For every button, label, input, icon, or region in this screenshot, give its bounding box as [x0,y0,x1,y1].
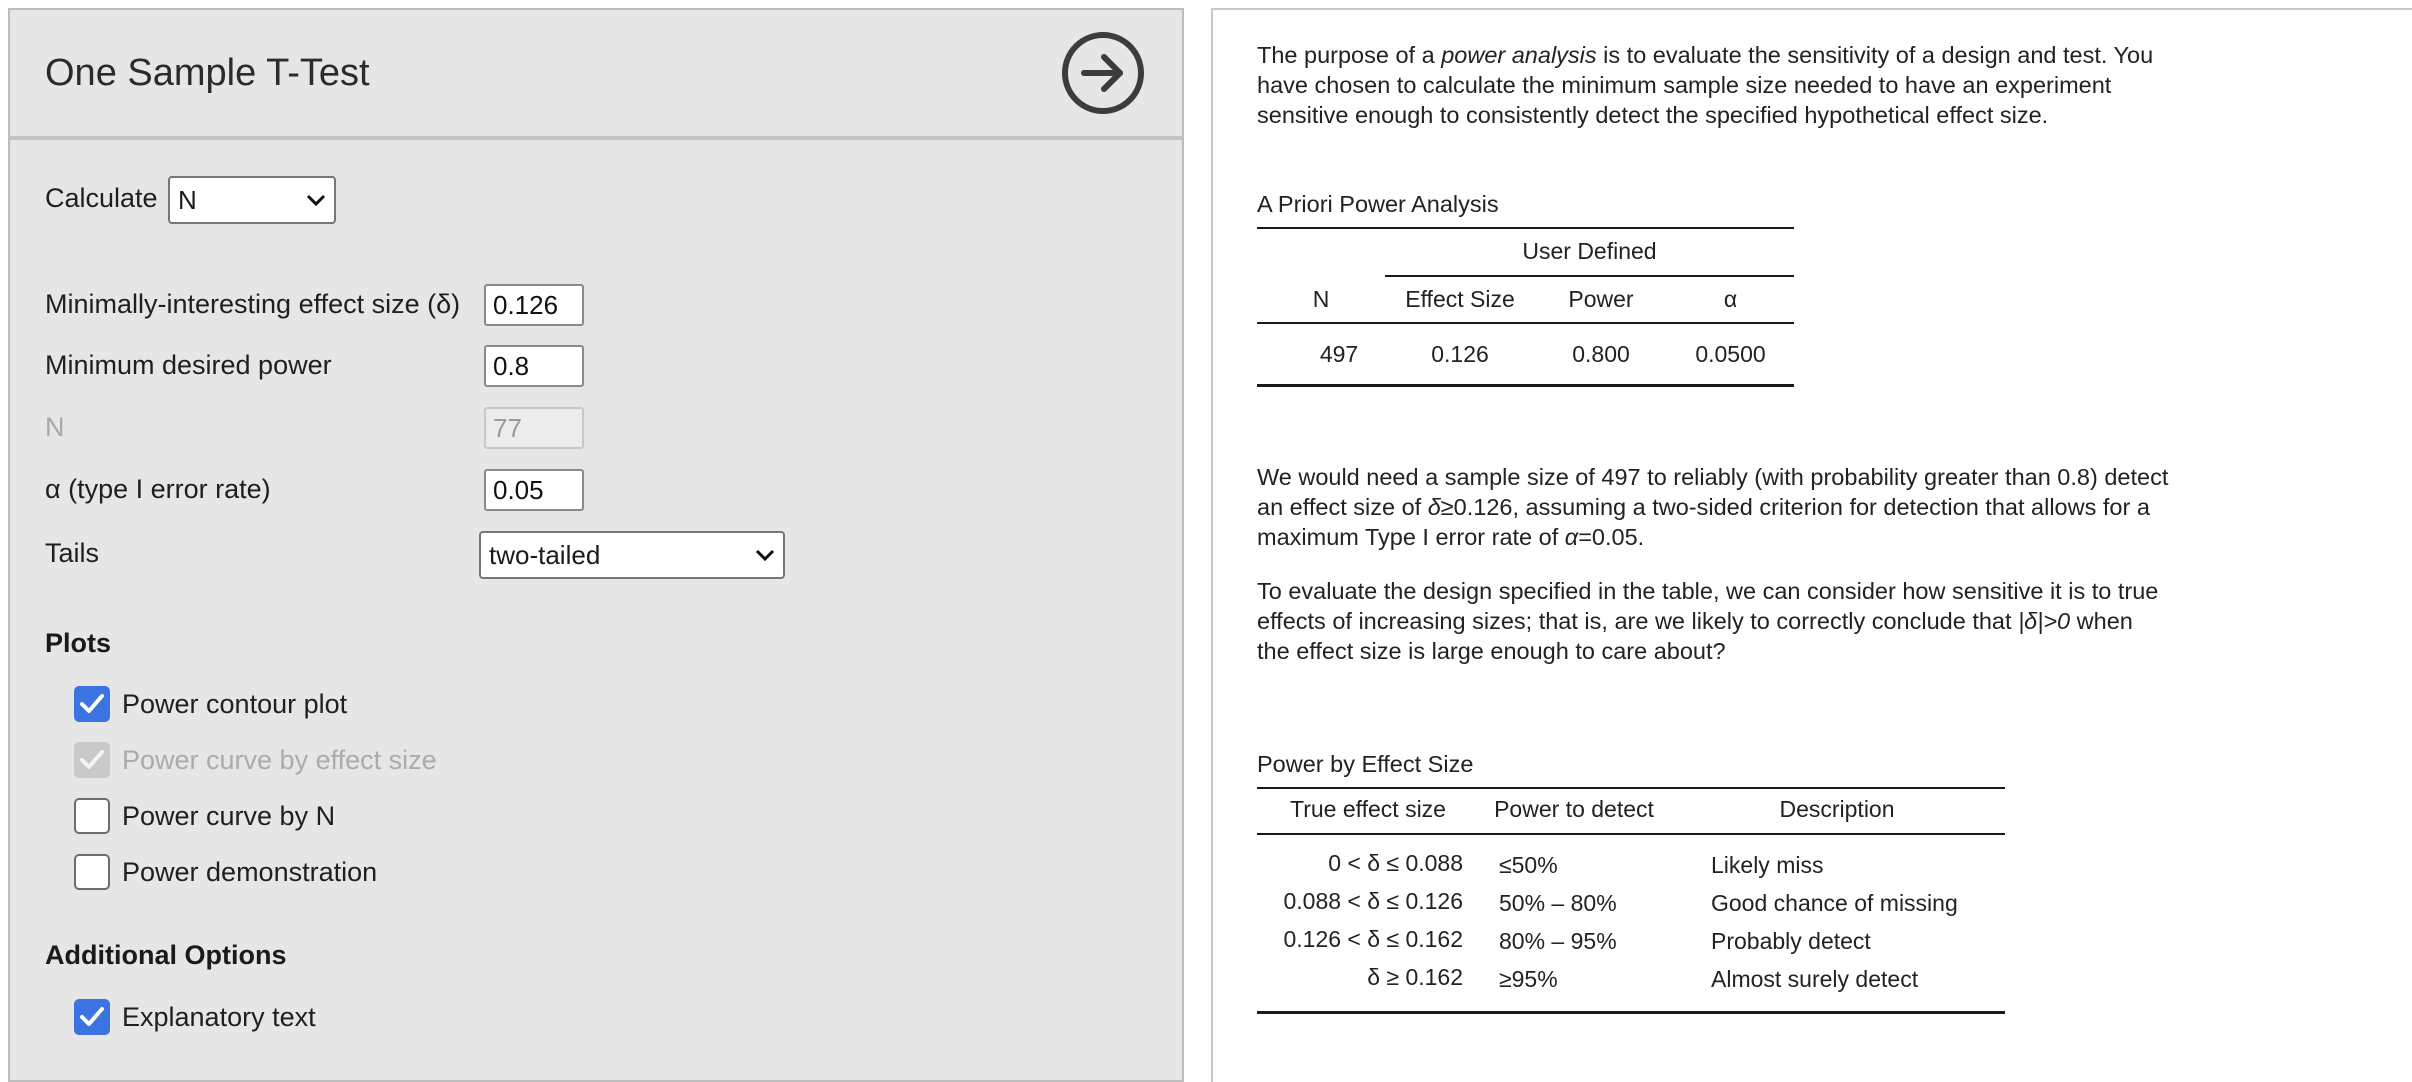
chevron-down-icon [755,548,775,562]
group-header: User Defined [1522,238,1657,264]
panel-title: One Sample T-Test [45,52,370,94]
checkbox-checked-icon [74,999,110,1035]
col-header: N [1312,286,1330,312]
col-header: Power [1568,286,1634,312]
power-label: Minimum desired power [45,350,332,380]
summary-paragraph: We would need a sample size of 497 to reliably (with probability greater than 0.8) detect an effect size of δ≥0.126, assuming a two-sided criterion for detection that allows for a maximum Type I error rate of α=0.05. [1257,464,2169,550]
col-header: Power to detect [1494,796,1654,822]
power-table-title: Power by Effect Size [1257,751,1474,777]
alpha-label: α (type I error rate) [45,474,271,504]
plots-section-title: Plots [45,628,112,658]
calculate-select[interactable] [168,176,336,224]
effect-size-label: Minimally-interesting effect size (δ) [45,289,461,319]
table-cell: 0 < δ ≤ 0.088 [1328,850,1463,876]
table-cell: 497 [1319,341,1359,367]
checkbox-label: Power curve by N [122,800,336,831]
power-curve-n-checkbox[interactable] [74,797,335,835]
table-cell: Likely miss [1711,852,1824,878]
table-cell: 0.0500 [1695,341,1766,367]
apriori-table-title: A Priori Power Analysis [1257,191,1499,217]
table-cell: 0.126 < δ ≤ 0.162 [1283,926,1463,952]
n-label: N [45,412,65,442]
run-button[interactable] [1062,32,1144,114]
tails-select-value: two-tailed [489,539,601,570]
checkbox-unchecked-icon [74,854,110,890]
chevron-down-icon [306,193,326,207]
table-cell: 80% – 95% [1499,928,1617,954]
alpha-input[interactable] [484,469,584,511]
col-header: α [1723,286,1738,312]
intro-paragraph: The purpose of a power analysis is to evaluate the sensitivity of a design and test. You have chosen to calculate the minimum sample size needed to have an experiment sensitive enough to consistently detect the specified hypothetical effect size. [1257,42,2154,128]
explanatory-text-checkbox[interactable] [74,998,316,1036]
tails-select[interactable] [479,531,785,579]
evaluate-paragraph: To evaluate the design specified in the table, we can consider how sensitive it is to true effects of increasing sizes; that is, are we likely to correctly conclude that |δ|>0 when the effect size is large enough to care about? [1257,578,2159,664]
results-panel [1211,8,2412,1082]
table-cell: 0.800 [1572,341,1630,367]
table-cell: ≤50% [1499,852,1558,878]
col-header: True effect size [1290,796,1446,822]
table-cell: Probably detect [1711,928,1871,954]
checkbox-checked-disabled-icon [74,742,110,778]
checkbox-label: Power contour plot [122,688,348,719]
power-demonstration-checkbox[interactable] [74,853,377,891]
calculate-select-value: N [178,184,197,215]
checkbox-unchecked-icon [74,798,110,834]
n-input [484,407,584,449]
col-header: Effect Size [1405,286,1515,312]
table-cell: Almost surely detect [1711,966,1919,992]
power-input[interactable] [484,345,584,387]
table-cell: 0.126 [1431,341,1489,367]
table-cell: ≥95% [1499,966,1558,992]
power-contour-plot-checkbox[interactable] [74,685,347,723]
checkbox-label: Explanatory text [122,1001,316,1032]
effect-size-input[interactable] [484,284,584,326]
table-cell: Good chance of missing [1711,890,1958,916]
col-header: Description [1779,796,1895,822]
additional-options-title: Additional Options [45,940,287,970]
table-cell: 0.088 < δ ≤ 0.126 [1283,888,1463,914]
checkbox-label: Power demonstration [122,856,378,887]
panel-header [10,10,1182,140]
options-panel [8,8,1184,1082]
calculate-label: Calculate [45,183,158,213]
table-cell: 50% – 80% [1499,890,1617,916]
table-cell: δ ≥ 0.162 [1367,964,1463,990]
tails-label: Tails [45,538,100,568]
checkbox-checked-icon [74,686,110,722]
checkbox-label: Power curve by effect size [122,744,437,775]
power-curve-effect-size-checkbox [74,741,437,779]
arrow-right-icon [1076,46,1130,100]
